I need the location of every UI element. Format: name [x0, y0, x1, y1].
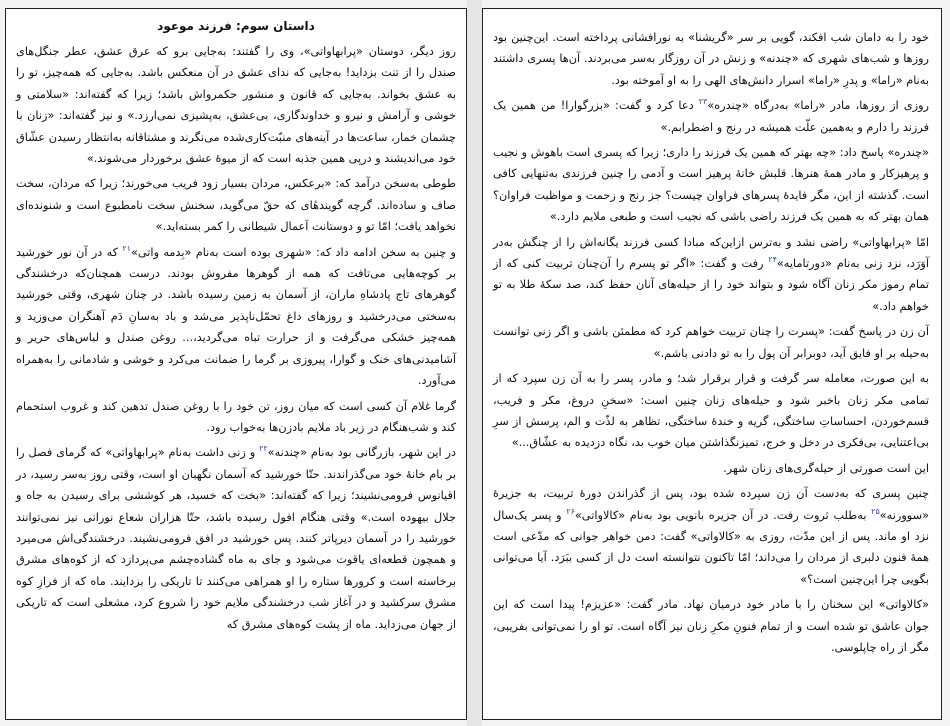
- paragraph-text: که در آن نور خورشید بر کوچه‌هایی می‌تافت که همه از گوهرها مفروش بودند. درست همچنان‌که درخشندگی گوهرهای تاج پادشاهِ ماران، از آسمان به زمین رسیده باشد. در چنان شهری، وقتی خورشید به‌سختی می‌درخشید و روزهای داغ تحمّل‌ناپذیر می‌شد و باد به‌سانِ دَم آهنگران می‌وزید و همه‌چیز خشکی می‌گرفت و از حرارت تباه می‌گردید،... روغن صندل و لباس‌های حریر و آشامیدنی‌های خنک و گوارا، پیروزی بر گرما را ضمانت می‌کرد و خوشی و شادمانی را به‌همراه می‌آورد.: [16, 245, 456, 388]
- footnote-mark[interactable]: ۲۴: [768, 255, 777, 265]
- paragraph-text: گرما غلام آن کسی است که میان روز، تن خود را با روغن صندل تدهین کند و غروب استحمام کند و شب‌هنگام در زیر باد ملایم بادزن‌ها به‌خواب رود.: [16, 399, 456, 434]
- right-page: [482, 8, 942, 720]
- paragraph-text: دعا کرد و گفت: «بزرگوارا! من همین یک فرزند را دارم و به‌همین علّت همیشه در رنج و اضطرابم.»: [493, 99, 929, 134]
- paragraph: [16, 242, 456, 392]
- paragraph-text: در این شهر، بازرگانی بود به‌نام «چندنه»: [267, 446, 456, 460]
- paragraph: [16, 442, 456, 635]
- paragraph: [16, 41, 456, 169]
- paragraph: [493, 95, 929, 138]
- paragraph: [493, 594, 929, 658]
- left-page: [5, 8, 467, 720]
- paragraph-text: و پسر یک‌سال نزد او ماند. پس از این مدّت، روزی به «کالاواتی» گفت: دمن خواهر جوانی که مدّعی است همهٔ فنون دلبری از مردان را می‌داند؛ امّا تاکنون نتوانسته است دل از کسی ببَرَد. آیا می‌توانی بگویی چرا این‌چنین است؟»: [493, 508, 929, 586]
- paragraph: [493, 483, 929, 590]
- footnote-mark[interactable]: ۲۶: [566, 506, 575, 516]
- footnote-mark[interactable]: ۲۱: [122, 243, 131, 253]
- paragraph: [16, 396, 456, 439]
- paragraph: [493, 142, 929, 228]
- paragraph: [493, 27, 929, 91]
- footnote-mark[interactable]: ۲۳: [698, 97, 708, 107]
- footnote-mark[interactable]: ۲۵: [871, 506, 880, 516]
- paragraph-text: «چندره» پاسخ داد: «چه بهتر که همین یک فرزند را داری؛ زیرا که پسری است باهوش و نجیب و پرهیزکار و مادر همهٔ هنرها. قلبش خانهٔ پرهیز است و آدمی را چنین فرزندی به‌تنهایی کافی است. گذشته از این، مگر فایدهٔ پسرهای فراوان چیست؟ جز رنج و زحمت و مواظبت فراوان؟ همان بهتر که به همین یک فرزند راضی باشی که نجیب است و طبعی ملایم دارد.»: [493, 146, 929, 224]
- paragraph-text: آن زن در پاسخ گفت: «پسرت را چنان تربیت خواهم کرد که مطمئن باشی و اگر زنی توانست به‌حیله بر او فایق آید، دوبرابر آن پول را به تو دادنی باشم.»: [493, 325, 929, 360]
- paragraph-text: رفت و گفت: «اگر تو پسرم را آن‌چنان تربیت کنی که از تمام رموز مکر زنان آگاه شود و بتواند خود را از حیله‌های آنان حفظ کند، صد سکهٔ طلا به تو خواهم داد.»: [493, 257, 929, 313]
- paragraph-text: به‌طلب ثروت رفت. در آن جزیره بانویی بود به‌نام «کالاواتی»: [574, 508, 872, 522]
- footnote-mark[interactable]: ۲۲: [259, 444, 268, 454]
- paragraph-text: خود را به دامان شب افکند، گویی بر سر «گریشنا» به نورافشانی پرداخته است. این‌چنین بود روزها و شب‌های شهری که «چندنه» و زنش در آن روزگار به‌سر می‌بردند. آن‌ها پسری داشتند به‌نام «راما» و پدرِ «راما» اسرار دانش‌های الهی را به او آموخته بود.: [493, 31, 929, 87]
- book-gutter: [467, 0, 482, 726]
- paragraph-text: و زنی داشت به‌نام «پرابهاواتی» که گرمای فصل را بر بام خانهٔ خود می‌گذراندند. حتّا خورشید که آسمان نگهبان او است، وقتی روز به‌سر رسید، در اقیانوس فرومی‌نشیند؛ زیرا که گفته‌اند: «بخت که خسید، هر کوششی برای رسیدن به جاه و جلال بیهوده است.» وقتی هنگام افول رسیده باشد، حتّا هزاران شعاع نورانی نیز نمی‌توانند خورشید را در آسمان دیرپاتر کنند. پس خورشید در افق فرومی‌نشیند. درخشندگی‌اش می‌میرد و همچون قطعه‌ای یاقوت می‌شود و جای به ماه گشاده‌چشم می‌پردازد که از کوه‌های مشرق برخاسته است و کرورها ستاره را او همراهی می‌کنند تا تاریکی را بزدایند. ماه که از فرازِ کوه مشرق سرکشید و در آغاز شب درخشندگی ملایم خود را شروع کرد، مشعلی است که تاریکی از جهان می‌زداید. ماه از پشت کوه‌های مشرق که: [16, 446, 456, 631]
- paragraph: [16, 173, 456, 237]
- chapter-title: داستان سوم: فرزند موعود: [157, 19, 315, 33]
- paragraph-text: به این صورت، معامله سر گرفت و قرار برقرار شد؛ و مادر، پسر را به آن زن سپرد که از تمامی مکر زنان باخبر شود و حیله‌های زنان چنین است: «سخنِ دروغ، مکر و فریب، قسم‌خوردن، احساساتِ ساختگی، گریه و خندهٔ ساختگی، تظاهر به لذّت و الم، پرسش از سرِ بی‌اعتنایی، بی‌فکری در دخل و خرج، تمیزنگذاشتن میان خوب بد، نگاه دزدیده به عشّاق...»: [493, 372, 929, 450]
- paragraph: [493, 232, 929, 318]
- paragraph-text: امّا «پرابهاواتی» راضی نشد و به‌ترس ازاین‌که مبادا کسی فرزند یگانه‌اش را از چنگش به‌در آوَرَد، نزد زنی به‌نام «دورتامایه»: [493, 235, 929, 271]
- paragraph-text: این است صورتی از حیله‌گری‌های زنان شهر.: [723, 461, 929, 475]
- paragraph-text: روزی از روزها، مادر «راما» به‌درگاه «چندره»: [707, 99, 929, 113]
- paragraph: [493, 458, 929, 479]
- paragraph-text: و چنین به سخن ادامه داد که: «شهری بوده است به‌نام «بِدمه واتی»: [130, 245, 457, 259]
- paragraph: [493, 321, 929, 364]
- paragraph-text: چنین پسری که به‌دست آن زن سپرده شده بود، پس از گذراندن دورهٔ تربیت، به جزیرهٔ «سوورنه»: [493, 487, 929, 522]
- paragraph-text: «کالاواتی» این سخنان را با مادر خود درمیان نهاد. مادر گفت: «عزیزم! پیدا است که این جوان عاشق تو شده است و از تمام فنونِ مکرِ زنان نیز آگاه است. تو او را نمی‌توانی بفریبی، مگر از راه چاپلوسی.: [493, 598, 929, 654]
- paragraph: [493, 368, 929, 454]
- paragraph-text: طوطی به‌سخن درآمد که: «برعکس، مردان بسیار زود فریب می‌خورند؛ زیرا که مردان، سخت صاف و ساده‌اند. گرچه گویندهٔای که حقّ می‌گوید، سخنش سخت نامطبوع است و شنونده‌ای نخواهد یافت؛ امّا تو و دوستانت اَعمال شیطانی را کمر بسته‌اید.»: [16, 177, 456, 234]
- paragraph-text: روز دیگر، دوستان «پرابهاواتی»، وی را گفتند: به‌جایی برو که عرق عشق، عطر جنگل‌های صندل را از تنت بزداید! به‌جایی که ندای عشق در آن منعکس باشد. به‌جایی که همه‌چیز، تو را به عشق بخواند. به‌جایی که قانون و منشور حکمرواش باشد؛ زیرا که گفته‌اند: «سلامتی و خوشی و آرامش و نیرو و خداوندگاری، بی‌عشق، به‌پشیزی نمی‌ارزد.» و نیز گفته‌اند: «زنان با چشمان خمار، ساعت‌ها در آینه‌های منبّت‌کاری‌شده می‌نگرند و مشتاقانه به‌انتظار رسیدن عشّاق خود می‌اندیشند و درپی همین جذبه است که از میوهٔ عشق برخوردار می‌شوند.»: [16, 45, 456, 166]
